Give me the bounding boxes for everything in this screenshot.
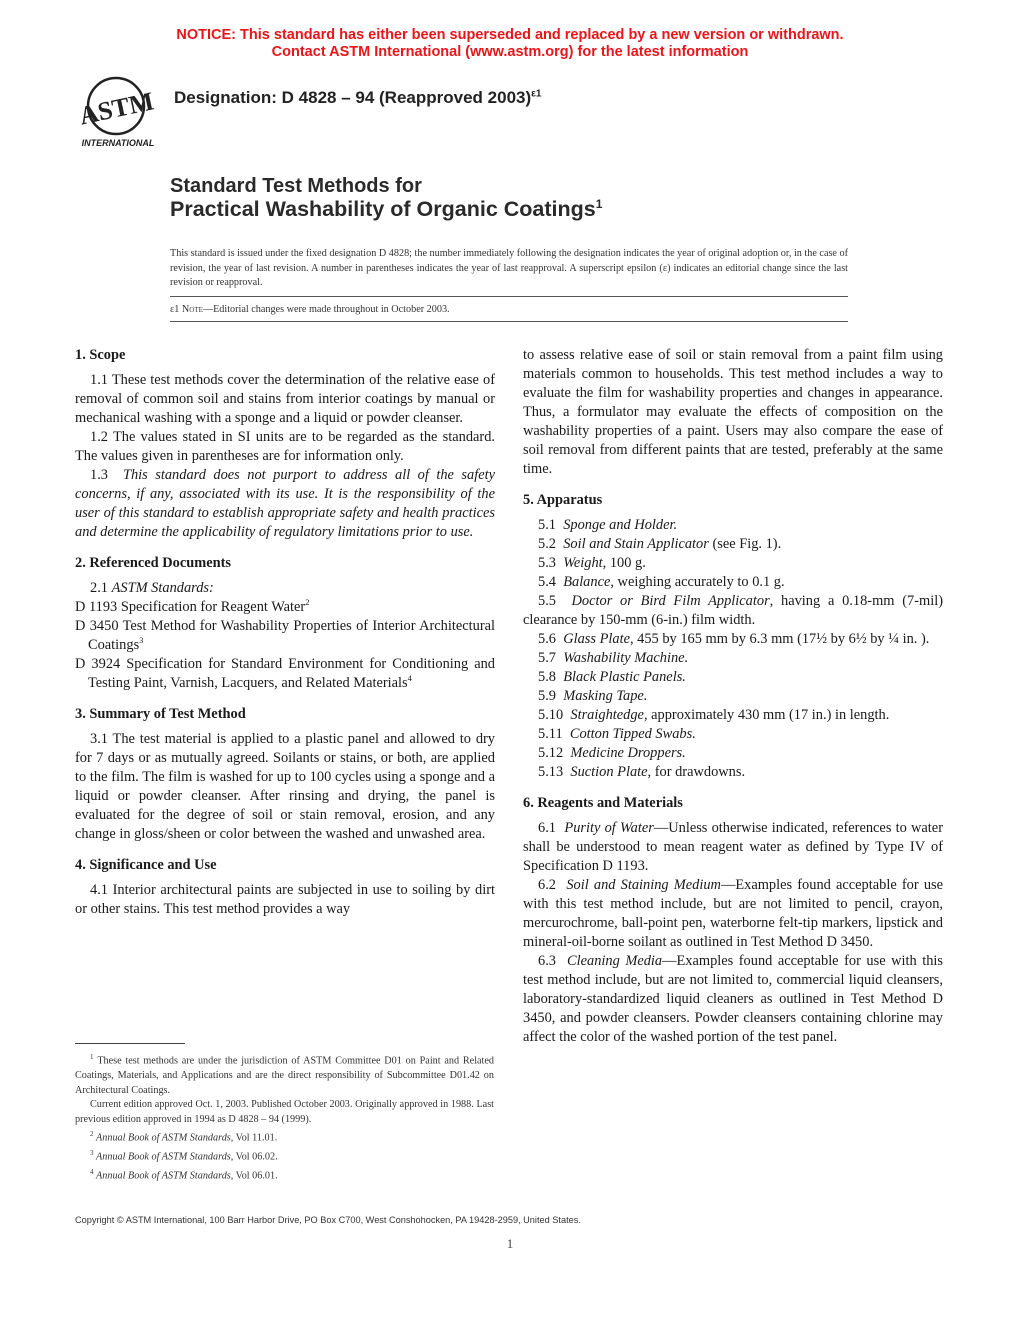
apparatus-item-5-4: 5.4 Balance, weighing accurately to 0.1 g.: [538, 574, 785, 590]
section-heading-reagents: 6. Reagents and Materials: [523, 795, 683, 811]
paragraph-6-3: 6.3 Cleaning Media—Examples found acceptable for use with this test method include, but are not limited to, commercial liquid cleansers, laboratory-standardized liquid cleaners as outlined in Test Method D 3450, and powder cleansers. Powder cleansers containing chlorine may affect the color of the washed portion of the test panel.: [523, 953, 943, 1045]
footnote-4: $^4$ Annual Book of ASTM Standards, Vol 06.01.: [90, 1168, 278, 1182]
section-heading-scope: 1. Scope: [75, 347, 126, 363]
apparatus-item-5-9: 5.9 Masking Tape.: [538, 688, 648, 704]
editorial-note: ε1 Note—Editorial changes were made throughout in October 2003.: [170, 304, 450, 315]
paragraph-3-1: 3.1 The test material is applied to a plastic panel and allowed to dry for 7 days or as mutually agreed. Soilants or stains, or both, are applied to the film. The film is washed for up to 100 cycles using a sponge and a liquid or powder cleanser. After rinsing and drying, the panel is evaluated for the degree of soil or stain removal, erosion, and any change in gloss/sheen or color between the washed and unwashed area.: [75, 731, 495, 842]
section-heading-referenced-documents: 2. Referenced Documents: [75, 555, 231, 571]
apparatus-item-5-10: 5.10 Straightedge, approximately 430 mm (17 in.) in length.: [538, 707, 890, 723]
footnote-divider: [75, 1043, 185, 1044]
paragraph-2-1: 2.1 ASTM Standards:: [90, 580, 214, 596]
footnote-3: $^3$ Annual Book of ASTM Standards, Vol 06.02.: [90, 1149, 278, 1163]
apparatus-item-5-8: 5.8 Black Plastic Panels.: [538, 669, 686, 685]
apparatus-item-5-3: 5.3 Weight, 100 g.: [538, 555, 646, 571]
footnote-1: $^1$ These test methods are under the jurisdiction of ASTM Committee D01 on Paint and Related Coatings, Materials, and Applications and are the direct responsibility of Subcommittee D01.42 on Architectural Coatings.: [75, 1053, 495, 1096]
issued-note: This standard is issued under the fixed designation D 4828; the number immediately following the designation indicates the year of original adoption or, in the case of revision, the year of last revision. A number in parentheses indicates the year of last reapproval. A superscript epsilon (ε) indicates an editorial change since the last revision or reapproval.: [170, 248, 848, 288]
apparatus-item-5-1: 5.1 Sponge and Holder.: [538, 517, 678, 533]
title-line-1: Standard Test Methods for: [170, 175, 422, 197]
page-number: 1: [506, 1236, 514, 1251]
section-heading-significance: 4. Significance and Use: [75, 857, 217, 873]
footnotes: [75, 1050, 494, 1184]
divider-bottom: [170, 321, 848, 322]
left-column: [75, 346, 495, 919]
section-heading-summary: 3. Summary of Test Method: [75, 706, 246, 722]
title-line-2: Practical Washability of Organic Coatings$^1$: [170, 197, 603, 222]
copyright-line: Copyright © ASTM International, 100 Barr Harbor Drive, PO Box C700, West Conshohocken, PA 19428-2959, United States.: [75, 1215, 581, 1225]
apparatus-item-5-13: 5.13 Suction Plate, for drawdowns.: [538, 764, 746, 780]
section-heading-apparatus: 5. Apparatus: [523, 492, 603, 508]
paragraph-1-1: 1.1 These test methods cover the determination of the relative ease of removal of common soil and stains from interior coatings by manual or mechanical washing with a sponge and a liquid or powder cleanser.: [75, 372, 495, 426]
logo-letters: ASTM: [76, 86, 157, 131]
ref-d1193: D 1193 Specification for Reagent Water$^2$: [75, 597, 310, 615]
divider-top: [170, 296, 848, 297]
ref-d3924: D 3924 Specification for Standard Environment for Conditioning and Testing Paint, Varnish, Lacquers, and Related Materials$^4$: [75, 656, 495, 691]
apparatus-item-5-11: 5.11 Cotton Tipped Swabs.: [538, 726, 696, 742]
withdrawn-notice: [0, 27, 1020, 61]
paragraph-4-1-continued: to assess relative ease of soil or stain removal from a paint film using materials common to households. This test method includes a way to evaluate the film for washability properties and changes in appearance. Thus, a formulator may evaluate the effects of composition on the washability properties of a paint. Users may also compare the ease of soil removal from different paints that are tested, preferably at the same time.: [523, 347, 943, 477]
logo-wordmark: INTERNATIONAL: [81, 138, 155, 148]
footnote-1-edition: Current edition approved Oct. 1, 2003. Published October 2003. Originally approved in 1988. Last previous edition approved in 1994 as D 4828 – 94 (1999).: [75, 1099, 494, 1125]
apparatus-item-5-6: 5.6 Glass Plate, 455 by 165 mm by 6.3 mm (17½ by 6½ by ¼ in. ).: [538, 631, 930, 647]
apparatus-item-5-12: 5.12 Medicine Droppers.: [538, 745, 686, 761]
designation: Designation: D 4828 – 94 (Reapproved 2003)$^{\varepsilon 1}$: [174, 88, 542, 107]
apparatus-item-5-2: 5.2 Soil and Stain Applicator (see Fig. 1).: [538, 536, 782, 552]
notice-line-2: Contact ASTM International (www.astm.org) for the latest information: [271, 44, 749, 60]
paragraph-1-2: 1.2 The values stated in SI units are to be regarded as the standard. The values given in parentheses are for information only.: [75, 429, 495, 464]
apparatus-item-5-5: 5.5 Doctor or Bird Film Applicator, having a 0.18-mm (7-mil) clearance by 150-mm (6-in.) film width.: [523, 593, 943, 628]
footnote-2: $^2$ Annual Book of ASTM Standards, Vol 11.01.: [90, 1130, 278, 1144]
paragraph-6-1: 6.1 Purity of Water—Unless otherwise indicated, references to water shall be understood to mean reagent water as defined by Type IV of Specification D 1193.: [523, 820, 943, 874]
ref-d3450: D 3450 Test Method for Washability Properties of Interior Architectural Coatings$^3$: [75, 618, 495, 653]
apparatus-item-5-7: 5.7 Washability Machine.: [538, 650, 689, 666]
notice-line-1: NOTICE: This standard has either been superseded and replaced by a new version or withdrawn.: [176, 27, 844, 43]
paragraph-6-2: 6.2 Soil and Staining Medium—Examples found acceptable for use with this test method include, but are not limited to pencil, crayon, mercurochrome, ball-point pen, waterborne felt-tip markers, lipstick and mineral-oil-borne soilant as outlined in Test Method D 3450.: [523, 877, 943, 950]
right-column: [523, 346, 943, 1047]
paragraph-1-3: 1.3 This standard does not purport to address all of the safety concerns, if any, associated with its use. It is the responsibility of the user of this standard to establish appropriate safety and health practices and determine the applicability of regulatory limitations prior to use.: [75, 467, 495, 540]
astm-international-logo: [74, 73, 164, 153]
paragraph-4-1: 4.1 Interior architectural paints are subjected in use to soiling by dirt or other stains. This test method provides a way: [75, 882, 495, 917]
